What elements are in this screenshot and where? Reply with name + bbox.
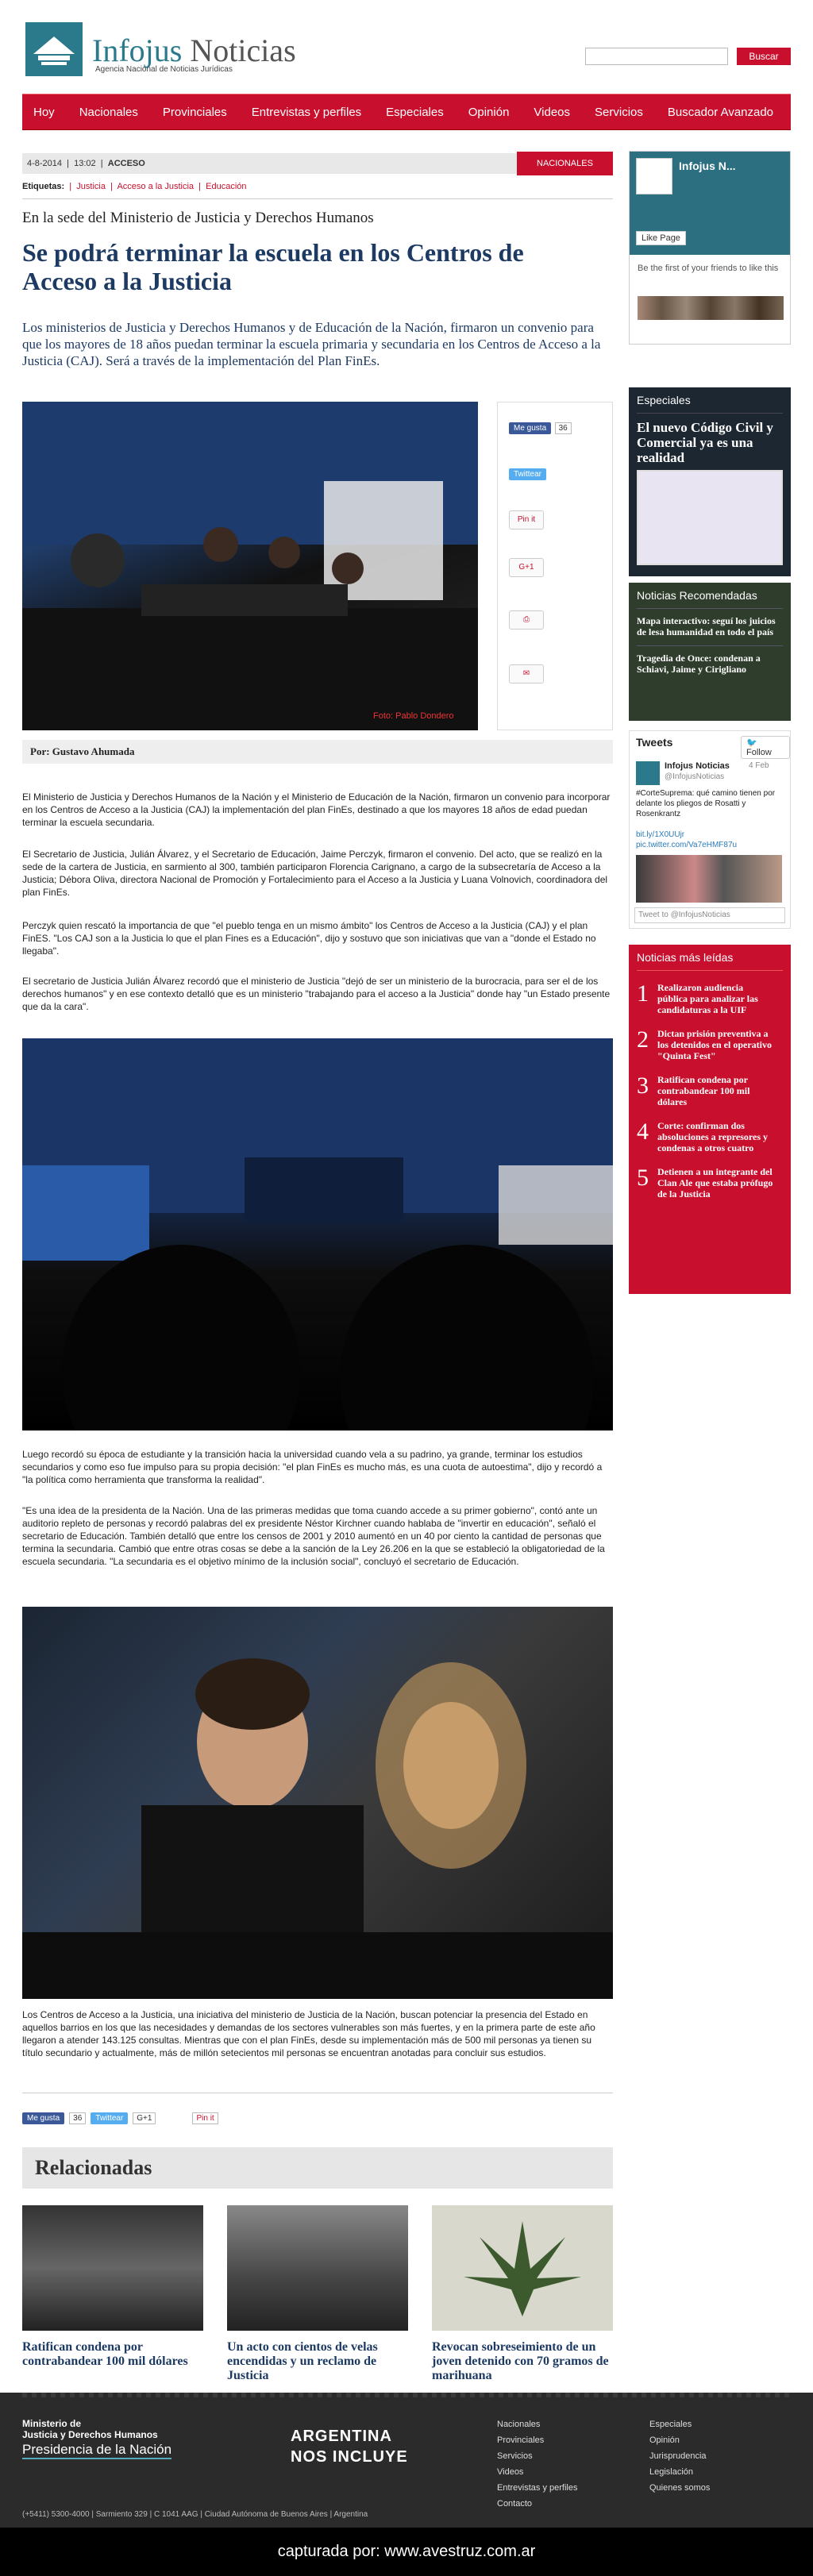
tag-educacion[interactable]: Educación bbox=[206, 182, 247, 191]
twitter-button[interactable] bbox=[509, 466, 546, 480]
mas-leida-3[interactable] bbox=[637, 1074, 783, 1107]
fb-page-avatar[interactable] bbox=[636, 158, 672, 194]
related-image-3[interactable] bbox=[432, 2205, 613, 2331]
footer-link-servicios[interactable]: Servicios bbox=[497, 2451, 533, 2461]
footer-link-nacionales[interactable]: Nacionales bbox=[497, 2420, 541, 2429]
article-meta: 4-8-2014 | 13:02 | ACCESO bbox=[22, 153, 613, 174]
gplus-button-bottom[interactable]: G+1 bbox=[133, 2112, 156, 2124]
nav-provinciales[interactable]: Provinciales bbox=[162, 105, 227, 119]
slogan-line-1: ARGENTINA bbox=[291, 2428, 392, 2445]
recomendada-2[interactable]: Tragedia de Once: condenan a Schiavi, Jaime y Cirigliano bbox=[637, 653, 761, 675]
logo-icon[interactable] bbox=[25, 22, 83, 76]
footer-pattern bbox=[22, 2393, 791, 2397]
twitter-button-bottom[interactable]: Twittear bbox=[91, 2112, 128, 2124]
share-column bbox=[497, 402, 613, 730]
related-title-1[interactable]: Ratifican condena por contrabandear 100 mil dólares bbox=[22, 2340, 188, 2368]
related-title-2[interactable]: Un acto con cientos de velas encendidas y un reclamo de Justicia bbox=[227, 2340, 378, 2382]
nav-videos[interactable]: Videos bbox=[534, 105, 571, 119]
tweet-image[interactable] bbox=[636, 855, 782, 903]
article-photo-3 bbox=[22, 1607, 613, 1999]
fb-like-count: 36 bbox=[555, 422, 572, 434]
footer-contact: (+5411) 5300-4000 | Sarmiento 329 | C 1041 AAG | Ciudad Autónoma de Buenos Aires | Argentina bbox=[22, 2510, 368, 2519]
fb-like-button-bottom[interactable]: Me gusta bbox=[22, 2112, 64, 2124]
article-label: ACCESO bbox=[107, 159, 145, 168]
rank-5: 5 bbox=[637, 1165, 649, 1191]
brand-subtitle: Agencia Nacional de Noticias Jurídicas bbox=[95, 65, 233, 74]
article-kicker: En la sede del Ministerio de Justicia y Derechos Humanos bbox=[22, 210, 374, 226]
especiales-heading: Especiales bbox=[637, 394, 691, 406]
rank-3: 3 bbox=[637, 1072, 649, 1099]
section-badge[interactable]: NACIONALES bbox=[517, 152, 613, 175]
paragraph-5: Luego recordó su época de estudiante y la transición hacia la universidad cuando vela a su padrino, ya grande, terminar los estudios secundarios y como eso fue impulso para su propia decisión: "el plan FinEs es mucho más, es una cuota de autoestima", dijo y recordó a "la política como herramienta que transforma la realidad". bbox=[22, 1449, 603, 1485]
tags-label: Etiquetas: bbox=[22, 182, 65, 191]
paragraph-3: Perczyk quien rescató la importancia de que "el pueblo tenga en un mismo ámbito" los Centros de Acceso a la Justicia (CAJ) y el plan FinES. "Los CAJ son a la Justicia lo que el plan Fines es a Educación", dijo y sostuvo que son iniciativas que van a "donde el Estado no llegaba". bbox=[22, 920, 596, 957]
nav-opinion[interactable]: Opinión bbox=[468, 105, 510, 119]
mas-leida-title: Realizaron audiencia pública para analizar las candidaturas a la UIF bbox=[657, 982, 758, 1015]
article-date: 4-8-2014 bbox=[27, 159, 63, 168]
search-input[interactable] bbox=[585, 48, 728, 65]
twitter-follow-button[interactable]: 🐦 Follow bbox=[741, 736, 790, 759]
recomendada-1[interactable]: Mapa interactivo: seguí los juicios de lesa humanidad en todo el país bbox=[637, 615, 776, 637]
footer bbox=[0, 2393, 813, 2528]
twitter-label: Twittear bbox=[509, 468, 546, 480]
article-lead: Los ministerios de Justicia y Derechos Humanos y de Educación de la Nación, firmaron un convenio para que los mayores de 18 años puedan terminar la escuela primaria y secundaria en los Centros de Acceso a la Justicia (CAJ). Será a través de la implementación del Plan FinEs. bbox=[22, 320, 601, 368]
mas-leida-title: Detienen a un integrante del Clan Ale que estaba prófugo de la Justicia bbox=[657, 1166, 773, 1199]
recomendadas-box bbox=[629, 583, 791, 721]
fb-like-count-bottom: 36 bbox=[69, 2112, 86, 2124]
related-heading: Relacionadas bbox=[22, 2147, 613, 2189]
gplus-button[interactable]: G+1 bbox=[509, 558, 544, 577]
brand-second: Noticias bbox=[190, 33, 296, 68]
email-icon[interactable]: ✉ bbox=[509, 664, 544, 683]
nav-servicios[interactable]: Servicios bbox=[595, 105, 643, 119]
main-nav bbox=[22, 94, 791, 130]
nav-especiales[interactable]: Especiales bbox=[386, 105, 444, 119]
fb-first-friend: Be the first of your friends to like this bbox=[638, 264, 779, 273]
footer-link-legislacion[interactable]: Legislación bbox=[649, 2467, 694, 2477]
related-image-2[interactable] bbox=[227, 2205, 408, 2331]
tags-row: Etiquetas: | Justicia | Acceso a la Justicia | Educación bbox=[22, 182, 247, 191]
mas-leida-1[interactable] bbox=[637, 982, 783, 1015]
tweets-heading: Tweets bbox=[636, 736, 673, 749]
article-photo-main bbox=[22, 402, 478, 730]
tweet-input[interactable]: Tweet to @InfojusNoticias bbox=[634, 907, 785, 923]
tweet-text: #CorteSuprema: qué camino tienen por delante los pliegos de Rosatti y Rosenkrantz bbox=[636, 789, 776, 818]
tag-justicia[interactable]: Justicia bbox=[76, 182, 106, 191]
article-headline: Se podrá terminar la escuela en los Centros de Acceso a la Justicia bbox=[22, 238, 524, 295]
footer-link-provinciales[interactable]: Provinciales bbox=[497, 2435, 545, 2445]
footer-link-entrevistas[interactable]: Entrevistas y perfiles bbox=[497, 2483, 578, 2493]
paragraph-2: El Secretario de Justicia, Julián Álvarez, y el Secretario de Educación, Jaime Perczyk, firmaron el convenio. Del acto, que se realizó en la sede de la cartera de Justicia, en sarmiento al 300, también participaron Florencia Carignano, a cargo de la subsecretaría de Acceso a la Justicia; Débora Oliva, directora Nacional de Promoción y Fortalecimiento para el Acceso a la Justicia y Luana Volnovich, coordinadora del plan FinEs. bbox=[22, 849, 608, 898]
footer-link-especiales[interactable]: Especiales bbox=[649, 2420, 692, 2429]
photo-credit: Foto: Pablo Dondero bbox=[373, 711, 454, 721]
related-title-3[interactable]: Revocan sobreseimiento de un joven detenido con 70 gramos de marihuana bbox=[432, 2340, 609, 2382]
article-time: 13:02 bbox=[74, 159, 96, 168]
mas-leida-title: Dictan prisión preventiva a los detenidos en el operativo "Quinta Fest" bbox=[657, 1028, 772, 1061]
tweet-avatar[interactable] bbox=[636, 761, 660, 785]
especiales-story[interactable]: El nuevo Código Civil y Comercial ya es una realidad bbox=[637, 420, 773, 465]
paragraph-6: "Es una idea de la presidenta de la Nación. Una de las primeras medidas que toma cuando accede a su primer gobierno", contó ante un auditorio repleto de personas y recordó palabras del ex presidente Néstor Kirchner cuando hablaba de "invertir en educación", señaló el secretario de Educación. También detalló que entre los censos de 2001 y 2010 aumentó en un 40 por ciento la cantidad de personas que termina la secundaria. Cambió que entre otras cosas se debe a la sanción de la Ley 26.206 en la que se estableció la obligatoriedad de la escuela secundaria. "La secundaria es el objetivo mínimo de la inclusión social", concluyó el secretario de Educación. bbox=[22, 1505, 605, 1567]
tweet-date: 4 Feb bbox=[749, 761, 769, 770]
paragraph-4: El secretario de Justicia Julián Álvarez recordó que el ministerio de Justicia "dejó de ser un ministerio de la burocracia, para ser el de los derechos humanos" y en ese contexto detalló que es un ministerio "trabajando para el acceso a la Justicia" donde hay "un Estado presente que da la cara". bbox=[22, 976, 611, 1012]
mas-leida-title: Corte: confirman dos absoluciones a represores y condenas a otros cuatro bbox=[657, 1120, 769, 1153]
paragraph-7: Los Centros de Acceso a la Justicia, una iniciativa del ministerio de Justicia de la Nación, buscan potenciar la presencia del Estado en aquellos barrios en los que las necesidades y demandas de los sectores vulnerables son más fuertes, y en la primera parte de este año llegaron a atender 143.125 consultas. Mientras que con el plan FinEs, desde su implementación más de 500 mil personas ya tienen su título secundario y actualmente, más de millón setecientos mil personas se encuentran anotadas para concluir sus estudios. bbox=[22, 2009, 595, 2058]
article-photo-2 bbox=[22, 1038, 613, 1430]
footer-link-contacto[interactable]: Contacto bbox=[497, 2499, 533, 2509]
footer-link-opinion[interactable]: Opinión bbox=[649, 2435, 680, 2445]
paragraph-1: El Ministerio de Justicia y Derechos Humanos de la Nación y el Ministerio de Educación de la Nación, firmaron un convenio para incorporar en los Centros de Acceso a la Justicia (CAJ) la implementación del plan FinEs, destinado a que los mayores 18 años de edad puedan terminar la escuela secundaria. bbox=[22, 791, 611, 828]
capture-bar bbox=[0, 2528, 813, 2576]
ministry-line-1[interactable]: Ministerio de bbox=[22, 2418, 82, 2429]
facebook-widget bbox=[629, 151, 791, 345]
slogan-line-2: NOS INCLUYE bbox=[291, 2448, 408, 2466]
pinterest-button-bottom[interactable]: Pin it bbox=[192, 2112, 218, 2124]
fb-like-button[interactable] bbox=[509, 420, 572, 434]
tweet-link[interactable]: bit.ly/1X0UUjr pic.twitter.com/Va7eHMF87u bbox=[636, 830, 738, 849]
nav-buscador[interactable]: Buscador Avanzado bbox=[667, 105, 774, 119]
especiales-box bbox=[629, 387, 791, 576]
recomendadas-heading: Noticias Recomendadas bbox=[637, 589, 757, 602]
capture-credit: capturada por: www.avestruz.com.ar bbox=[277, 2543, 536, 2560]
rank-4: 4 bbox=[637, 1119, 649, 1145]
tag-acceso[interactable]: Acceso a la Justicia bbox=[117, 182, 195, 191]
tweets-widget bbox=[629, 730, 791, 929]
fb-page-name[interactable]: Infojus N... bbox=[679, 160, 736, 172]
tweet-handle[interactable]: @InfojusNoticias bbox=[665, 772, 725, 781]
ministry-line-2[interactable]: Justicia y Derechos Humanos bbox=[22, 2429, 158, 2440]
fb-like-page-button[interactable] bbox=[636, 231, 686, 245]
search-button[interactable]: Buscar bbox=[737, 48, 791, 65]
brand-main: Infojus bbox=[92, 33, 183, 68]
tweet-user[interactable]: Infojus Noticias bbox=[665, 761, 730, 771]
mas-leidas-heading: Noticias más leídas bbox=[637, 951, 734, 964]
rank-1: 1 bbox=[637, 980, 649, 1007]
brand-title[interactable] bbox=[92, 32, 296, 69]
ministry-line-3[interactable]: Presidencia de la Nación bbox=[22, 2442, 171, 2459]
especiales-image[interactable] bbox=[637, 470, 783, 565]
byline: Por: Gustavo Ahumada bbox=[22, 740, 613, 764]
divider bbox=[22, 198, 613, 199]
fb-like-page-label: Like Page bbox=[642, 233, 680, 243]
mas-leida-5[interactable] bbox=[637, 1166, 783, 1199]
mas-leida-4[interactable] bbox=[637, 1120, 783, 1153]
footer-link-quienes[interactable]: Quienes somos bbox=[649, 2483, 711, 2493]
pinterest-button[interactable]: Pin it bbox=[509, 510, 544, 529]
nav-hoy[interactable]: Hoy bbox=[33, 105, 55, 119]
nav-nacionales[interactable]: Nacionales bbox=[79, 105, 138, 119]
nav-entrevistas[interactable]: Entrevistas y perfiles bbox=[251, 105, 362, 119]
rank-2: 2 bbox=[637, 1026, 649, 1053]
footer-link-videos[interactable]: Videos bbox=[497, 2467, 524, 2477]
mas-leida-2[interactable] bbox=[637, 1028, 783, 1061]
mas-leida-title: Ratifican condena por contrabandear 100 mil dólares bbox=[657, 1074, 750, 1107]
mas-leidas-box bbox=[629, 945, 791, 1294]
fb-friend-faces bbox=[638, 296, 784, 320]
footer-link-jurisprudencia[interactable]: Jurisprudencia bbox=[649, 2451, 707, 2461]
share-bar bbox=[22, 2108, 308, 2127]
related-image-1[interactable] bbox=[22, 2205, 203, 2331]
follow-label: Follow bbox=[746, 748, 772, 757]
print-icon[interactable]: ⎙ bbox=[509, 610, 544, 630]
fb-like-label: Me gusta bbox=[509, 422, 551, 434]
